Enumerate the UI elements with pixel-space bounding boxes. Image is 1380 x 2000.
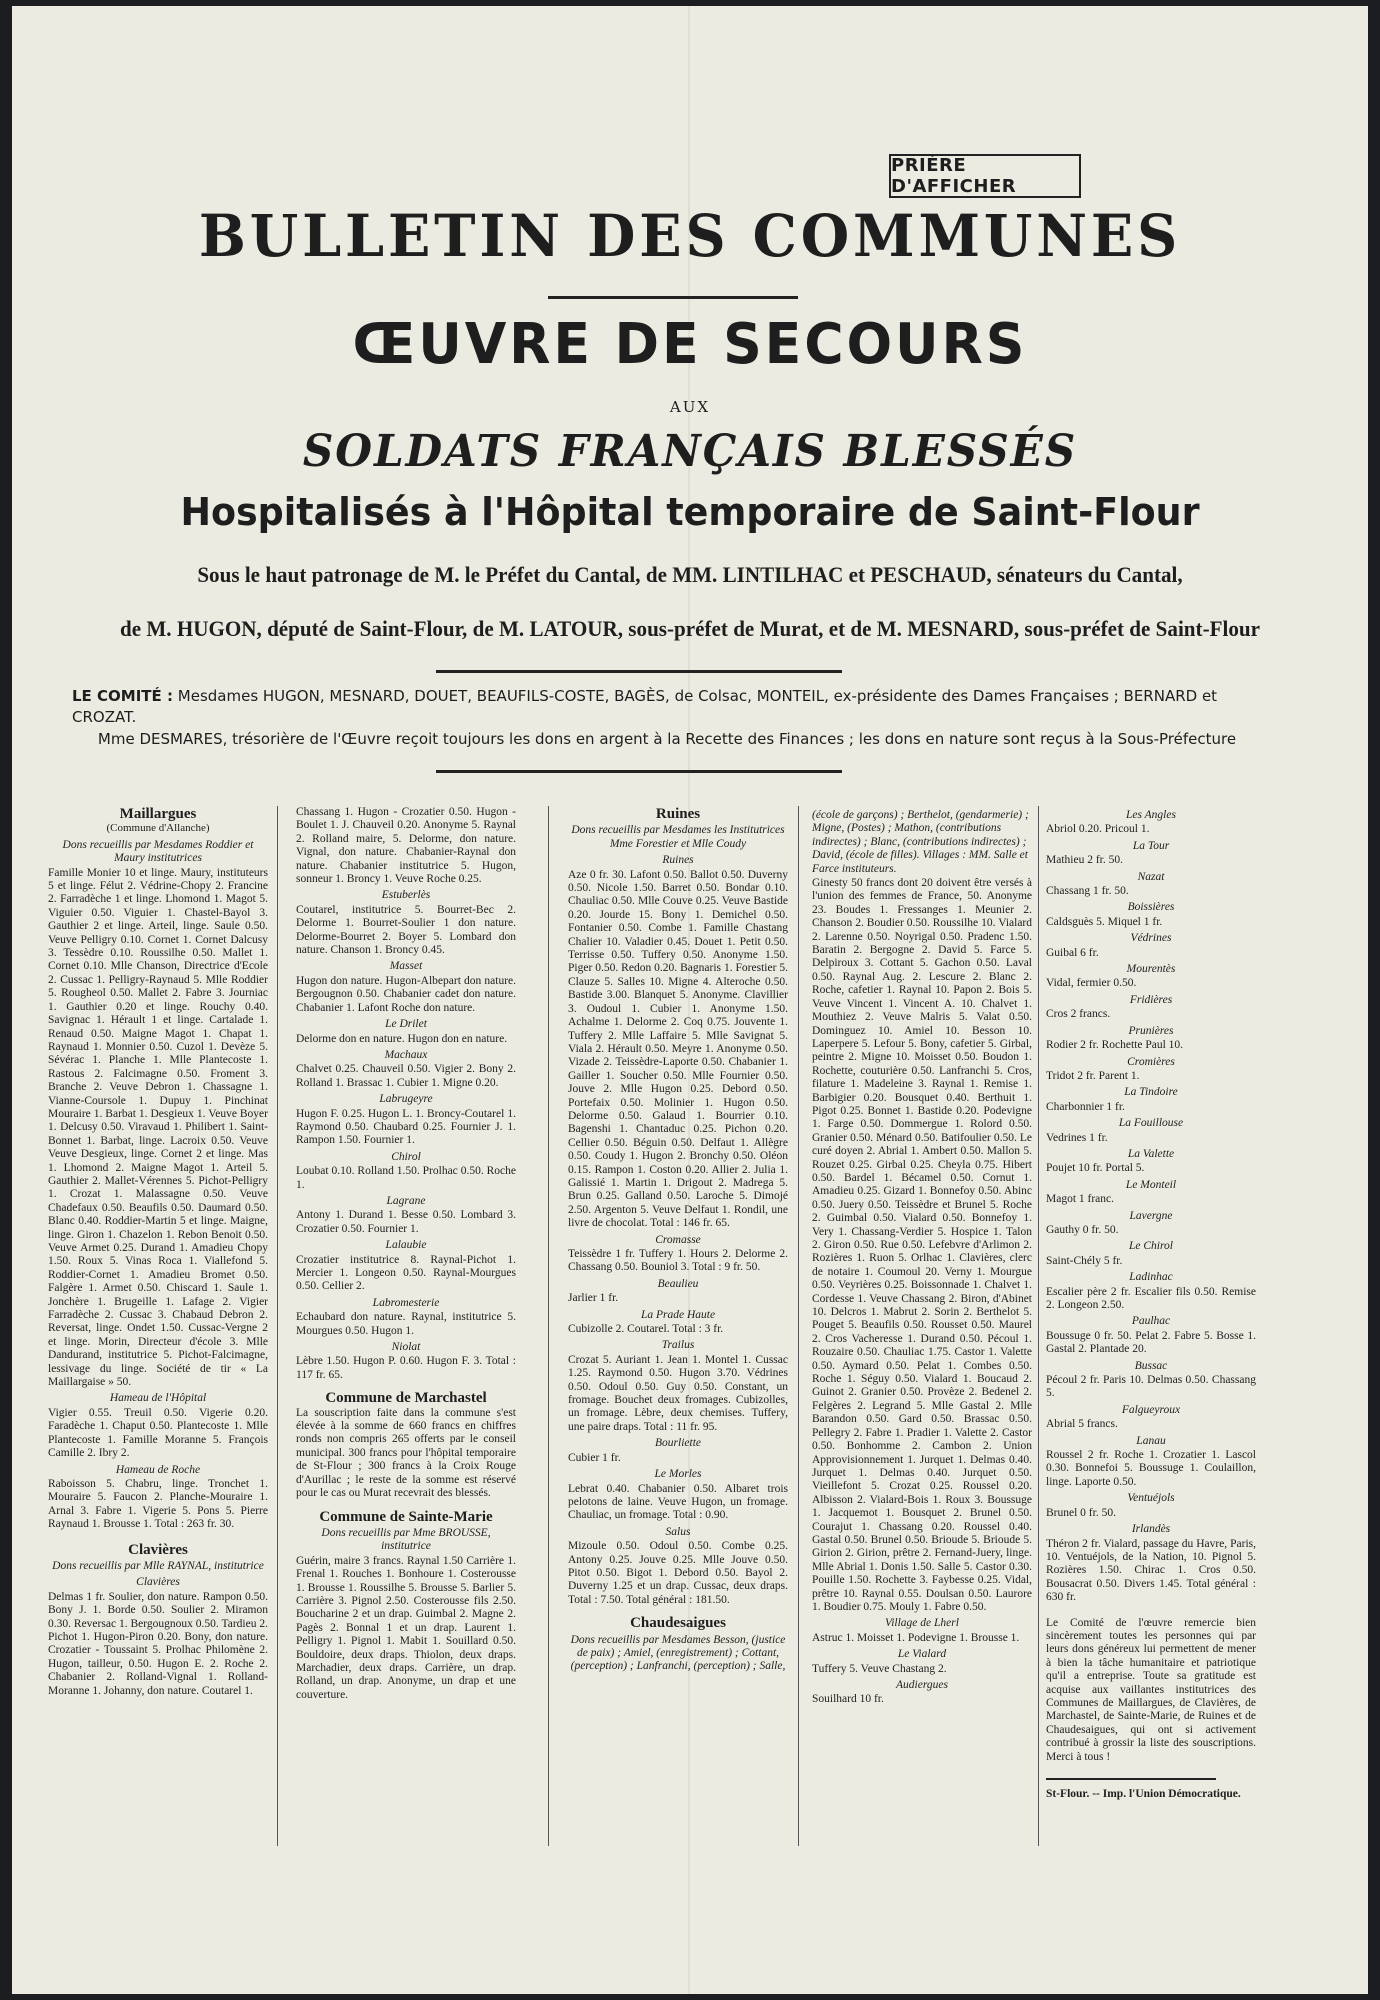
donors-text: Rodier 2 fr. Rochette Paul 10.: [1046, 1039, 1184, 1052]
donors-text: Jarlier 1 fr.: [568, 1292, 619, 1305]
hamlet-title: Le Vialard: [897, 1648, 947, 1661]
donors-text: Hugon don nature. Hugon-Albepart don nature. Bergougnon 0.50. Chabanier cadet don nature. Chabanier 1. Lafont Roche don nature.: [296, 974, 516, 1014]
column-1: [48, 806, 268, 1700]
hamlet-title: Bussac: [1134, 1359, 1168, 1372]
donors-text: Poujet 10 fr. Portal 5.: [1046, 1162, 1145, 1175]
donors-text: Echaubard don nature. Raynal, institutrice 5. Mourgues 0.50. Hugon 1.: [296, 1311, 516, 1337]
comite-rule: [436, 770, 842, 773]
aux-word: AUX: [669, 398, 711, 416]
hamlet-list: [1046, 809, 1256, 1605]
hamlet-title: Audiergues: [896, 1679, 948, 1691]
hamlet-title: Les Angles: [1126, 809, 1176, 821]
hamlet-title: Labrugeyre: [379, 1093, 433, 1106]
commune-title: Chaudesaigues: [630, 1615, 726, 1632]
hamlet-title: Mourentès: [1126, 963, 1176, 976]
donors-text: Famille Monier 10 et linge. Maury, instituteurs 5 et linge. Félut 2. Védrine-Chopy 2. Francine 2. Farradèche 1 et linge. Lhomond 1. Magot 5. Viguier 0.50. Viguier 1. Chastel-Bayol 3. Gauthier 2 et linge. Arteil, linge. Saule 0.50. Veuve Pelligry 0.10. Cornet 1. Cornet Dalcusy 3. Tessèdre 0.10. Roussilhe 0.50. Mallet 1. Cornet 0.10. Mlle Chanson, Directrice d'Ecole 2. Cussac 1. Pelligry-Raynaud 5. Mlle Roddier 5. Rougheol 0.50. Mallet 2. Fabre 3. Journiac 1. Gauthier 0.20 et linge. Rouchy 0.40. Savignac 1. Hérault 1 et linge. Cartalade 1. Renaud 0.50. Maigne Magot 1. Chapat 1. Raynaud 1. Monnier 0.50. Cuzol 1. Devèze 5. Sévérac 1. Planche 1. Mlle Plantecoste 1. Rastous 2. Falcimagne 0.50. Froment 3. Branche 2. Veuve Debron 1. Chassagne 1. Vianne-Coursole 1. Dupuy 1. Pinchinat Mouraire 1. Barbat 1. Desgieux 1. Veuve Boyer 1. Delcusy 0.50. Viravaud 1. Philibert 1. Saint-Bonnet 1. Barbat, linge. Lacroix 0.50. Veuve Veuve Desgieux, linge. Cornet 2 et linge. Mas 1. Lhomond 2. Maigne Magot 1. Arteil 5. Gauthier 2. Mallet-Vérennes 5. Pichot-Pelligry 1. Crozat 1. Malassagne 0.50. Veuve Chadefaux 0.50. Beaufils 0.50. Daumard 0.50. Blanc 0.40. Roddier-Martin 5 et linge. Maigne, linge. Giron 1. Chazelon 1. Rebon Benoit 0.50. Veuve Armet 0.25. Durand 1. Amadieu Chopy 1.50. Roux 5. Vinas Roca 1. Viallefond 5. Roddier-Cornet 1. Amadieu Bromet 0.50. Falgère 1. Armet 0.50. Chiscard 1. Saule 1. Jonchère 1. Brugeille 1. Lafage 2. Vigier Farradèche 2. Cussac 3. Chabaud Debron 2. Reversat, linge. Ondet 1.50. Cussac-Vergne 2 et linge. Morin, Directeur d'école 3. Mlle Dandurand, institutrice 5. Pichot-Falcimagne, lessivage du linge. Société de tir « La Maillargaise » 50.: [48, 866, 268, 1389]
hamlet-title: Le Morles: [654, 1468, 702, 1481]
donors-text: Antony 1. Durand 1. Besse 0.50. Lombard 3. Crozatier 0.50. Fournier 1.: [296, 1209, 516, 1235]
hamlet-title: Irlandès: [1131, 1523, 1171, 1536]
patronage-line-2: de M. HUGON, député de Saint-Flour, de M. LATOUR, sous-préfet de Murat, et de M. MESNARD, sous-préfet de Saint-Flour: [119, 616, 1261, 641]
hamlet-title: Falgueyroux: [1121, 1403, 1181, 1416]
donors-text: Loubat 0.10. Rolland 1.50. Prolhac 0.50. Roche 1.: [296, 1165, 516, 1191]
hamlet-title: Nazat: [1137, 870, 1165, 883]
donors-text: Vidal, fermier 0.50.: [1046, 977, 1137, 990]
donors-text: Escalier père 2 fr. Escalier fils 0.50. Remise 2. Longeon 2.50.: [1046, 1285, 1256, 1311]
comite-paragraph: [72, 686, 1262, 728]
collector-note: Dons recueillis par Mme BROUSSE, institutrice: [321, 1526, 491, 1553]
hamlet-title: Masset: [389, 960, 423, 973]
column-divider: [277, 806, 278, 1846]
hamlet-title: Chirol: [391, 1150, 421, 1163]
hamlet-title: Bourliette: [655, 1437, 701, 1450]
hamlet-title: Trailus: [661, 1339, 695, 1352]
remerciement-text: Le Comité de l'œuvre remercie bien sincèrement toutes les personnes qui par leurs dons généreux lui permettent de mener à bien la tâche humanitaire et patriotique qu'il a entreprise. Toute sa gratitude est acquise aux vaillantes institutrices des Communes de Maillargues, de Clavières, de Marchastel, de Sainte-Marie, de Ruines et de Chaudesaigues, qui ont si activement contribué à grossir la liste des souscriptions. Merci à tous !: [1046, 1616, 1256, 1763]
hamlet-title: Labromesterie: [372, 1296, 440, 1309]
donors-text: Cubizolle 2. Coutarel. Total : 3 fr.: [568, 1323, 724, 1336]
tresoriere-line: Mme DESMARES, trésorière de l'Œuvre reçoit toujours les dons en argent à la Recette des Finances ; les dons en nature sont reçus à la Sous-Préfecture: [97, 730, 1237, 748]
donors-text: Abriol 0.20. Pricoul 1.: [1046, 823, 1150, 836]
patronage-rule: [436, 670, 842, 673]
column-divider: [798, 806, 799, 1846]
title-rule: [548, 296, 798, 299]
donors-text: Vedrines 1 fr.: [1046, 1131, 1108, 1144]
donors-text: Souilhard 10 fr.: [812, 1693, 884, 1706]
hamlet-title: Clavières: [136, 1576, 180, 1589]
hamlet-title: Prunières: [1128, 1024, 1174, 1037]
donors-text: Vigier 0.55. Treuil 0.50. Vigerie 0.20. Faradèche 1. Chaput 0.50. Plantecoste 1. Mlle Plantecoste 1. Famille Moranne 5. François Camille 2. Ibry 2.: [48, 1406, 268, 1460]
hamlet-title: La Tindoire: [1124, 1086, 1178, 1099]
donors-text: Charbonnier 1 fr.: [1046, 1100, 1125, 1113]
hamlet-title: Hameau de l'Hôpital: [109, 1392, 207, 1405]
donors-text: Cros 2 francs.: [1046, 1008, 1111, 1021]
commune-title: Ruines: [655, 806, 701, 822]
patronage-line-1: Sous le haut patronage de M. le Préfet du Cantal, de MM. LINTILHAC et PESCHAUD, sénateurs du Cantal,: [197, 562, 1183, 587]
donors-text: La souscription faite dans la commune s'est élevée à la somme de 660 francs en chiffres ronds non compris 265 offerts par le conseil municipal. 300 francs pour l'hôpital temporaire de St-Flour ; 300 francs à la Croix Rouge d'Aurillac ; le reste de la somme est réservé pour le cas ou Murat recevrait des blessés.: [296, 1406, 516, 1500]
donors-text: Delmas 1 fr. Soulier, don nature. Rampon 0.50. Bony J. 1. Borde 0.50. Soulier 2. Miramon 0.30. Reversac 1. Bergougnoux 0.50. Tardieu 2. Pichot 1. Hugon-Piron 0.20. Bony, don nature. Crozatier - Toussaint 5. Prolhac Philomène 2. Hugon, tailleur, 0.50. Hugon E. 2. Roche 2. Chabanier 2. Rolland-Vignal 1. Rolland-Moranne 1. Johanny, don nature. Coutarel 1.: [48, 1590, 268, 1697]
donors-text: Chassang 1. Hugon - Crozatier 0.50. Hugon - Boulet 1. J. Chauveil 0.20. Anonyme 5. Raynal 2. Rolland maire, 5. Delorme, don nature. Vignal, don nature. Chabanier-Raynal don nature. Chabanier institutrice 5. Hugon, sonneur 1. Broncy 1. Veuve Roche 0.25.: [296, 806, 516, 886]
donors-text: Delorme don en nature. Hugon don en nature.: [296, 1032, 508, 1045]
hamlet-title: Le Drilet: [385, 1018, 427, 1031]
hamlet-title: Niolat: [391, 1341, 421, 1354]
hamlet-title: La Tour: [1132, 839, 1170, 852]
column-divider: [548, 806, 549, 1846]
donors-text: Mathieu 2 fr. 50.: [1046, 854, 1123, 867]
imprimeur-line: St-Flour. -- Imp. l'Union Démocratique.: [1046, 1788, 1241, 1800]
donors-text: Crozat 5. Auriant 1. Jean 1. Montel 1. Cussac 1.25. Raymond 0.50. Hugon 3.70. Védrines 0.50. Odoul 0.50. Guy 0.50. Constant, un fromage. Bouchet deux fromages. Cubizolles, un fromage. Lèbre, deux chemises. Tuffery, une paire draps. Total : 11 fr. 95.: [568, 1353, 788, 1433]
commune-title: Clavières: [128, 1541, 188, 1558]
donors-text: Hugon F. 0.25. Hugon L. 1. Broncy-Coutarel 1. Raymond 0.50. Chaubard 0.25. Fournier J. 1. Rampon 1.50. Fournier 1.: [296, 1107, 516, 1147]
donors-text: Raboisson 5. Chabru, linge. Tronchet 1. Mouraire 5. Faucon 2. Planche-Mouraire 1. Arnal 3. Fabre 1. Vigerie 5. Pons 5. Pierre Raynaud 1. Brousse 1. Total : 263 fr. 30.: [48, 1477, 268, 1531]
bulletin-title: BULLETIN DES COMMUNES: [198, 202, 1182, 270]
hamlet-title: Boissières: [1127, 901, 1175, 914]
footer-rule: [1046, 1778, 1216, 1780]
soldats-title: SOLDATS FRANÇAIS BLESSÉS: [302, 426, 1078, 477]
column-3: [568, 806, 788, 1675]
column-2: [296, 806, 516, 1704]
donors-text: Lèbre 1.50. Hugon P. 0.60. Hugon F. 3. Total : 117 fr. 65.: [296, 1355, 516, 1381]
commune-title: Maillargues: [119, 806, 197, 822]
hamlet-title: La Valette: [1127, 1147, 1175, 1160]
donors-text: Tuffery 5. Veuve Chastang 2.: [812, 1662, 947, 1675]
donors-text: Coutarel, institutrice 5. Bourret-Bec 2. Delorme 1. Bourret-Soulier 1 don nature. Delorme-Bourret 2. Boyer 5. Lombard don nature. Chanson 1. Broncy 0.45.: [296, 903, 516, 957]
donors-text: Chalvet 0.25. Chauveil 0.50. Vigier 2. Bony 2. Rolland 1. Brassac 1. Cubier 1. Migne 0.20.: [296, 1063, 516, 1089]
hamlet-title: Ladinhac: [1129, 1271, 1173, 1284]
donors-text: Crozatier institutrice 8. Raynal-Pichot 1. Mercier 1. Longeon 0.50. Raynal-Mourgues 0.50. Cellier 2.: [296, 1253, 516, 1293]
collector-note: Dons recueillis par Mesdames les Institutrices Mme Forestier et Mlle Coudy: [571, 824, 785, 850]
column-4: [812, 806, 1032, 1709]
donors-text: Mizoule 0.50. Odoul 0.50. Combe 0.25. Antony 0.25. Jouve 0.25. Mlle Jouve 0.50. Pitot 0.50. Bigot 1. Debord 0.50. Bayol 2. Duverny 1.25 et un drap. Cussac, deux draps. Total : 7.50. Total général : 181.50.: [568, 1540, 788, 1606]
hamlet-title: Lanau: [1136, 1434, 1166, 1447]
donors-text: Ginesty 50 francs dont 20 doivent être versés à l'union des femmes de France, 50. Anonyme 23. Boudes 1. Fressanges 1. Meunier 2. Chanson 2. Boudier 0.50. Roussilhe 10. Vialard 2. Larenne 0.50. Noyrigal 0.50. Pradenc 1.50. Baratin 2. Bergogne 2. David 5. Farce 5. Delpiroux 3. Cottant 5. Gachon 0.50. Laval 0.50. Raynal Aug. 2. Lescure 2. Blanc 2. Roche, cafetier 1. Raynal 10. Papon 2. Bois 5. Veuve Vincent 1. Vincent A. 10. Chalvet 1. Mouthiez 2. Veuve Malris 5. Valat 0.50. Dominguez 10. Amiel 10. Besson 10. Laperpere 5. Lefour 5. Bony, cafetier 5. Girbal, peintre 2. Migne 10. Moisset 0.50. Boudon 1. Rochette, couturière 0.50. Lanfranchi 5. Cros, filature 1. Madeleine 3. Raynal 1. Remise 1. Barbigier 0.20. Bousquet 0.40. Berthuit 1. Pigot 0.25. Bonnet 1. Bastide 0.20. Podevigne 1. Farge 0.50. Dommergue 1. Rolord 0.50. Granier 0.50. Ménard 0.50. Batifoulier 0.50. Le curé doyen 2. Abrial 1. Ambert 0.50. Mallon 5. Rouzet 0.25. Girbal 0.25. Cheyla 0.75. Hibert 0.50. Bardel 1. Bécamel 0.50. Cornut 1. Amadieu 0.25. Gizard 1. Bonnefoy 0.50. Abinc 0.50. Juery 0.50. Teissèdre et Brunel 5. Roche 2. Guimbal 0.50. Vialard 0.50. Bonnefoy 1. Very 1. Chassang-Verdier 5. Hospice 1. Talon 2. Giron 0.50. Rue 0.50. Lefebvre d'Arlimon 2. Rozières 1. Ruon 5. Orlhac 1. Clavières, clerc de notaire 1. Coumoul 20. Verny 1. Mourgue 0.50. Veyrières 0.25. Boissonnade 1. Chalvet 1. Cordesse 1. Veuve Chassang 2. Biron, d'Abinet 10. Delcros 1. Mabrut 2. Sorin 2. Berthelot 5. Pouget 5. Beaufils 0.50. Rousset 0.50. Maurel 2. Cros Vacheresse 1. Durand 0.50. Pécoul 1. Rouzaire 0.50. Chauliac 1.75. Castor 1. Valette 0.50. Aymard 0.50. Pelat 1. Combes 0.50. Roche 1. Séguy 0.50. Vialard 1. Boucaud 2. Guinot 2. Granier 0.50. Provèze 2. Bedenel 2. Felgères 2. Legrand 5. Mlle Gastal 2. Mlle Barandon 0.50. Gard 0.50. Brassac 0.50. Pellegry 2. Fabre 1. Pradier 1. Valette 2. Castor 0.50. Bonhomme 2. Cambon 2. Union Approvisionnement 1. Jurquet 1. Delmas 0.40. Jurquet 1. Delmas 0.40. Jurquet 0.50. Vieillefont 5. Crozat 0.25. Roussel 0.20. Albisson 2. Vialard-Bois 1. Roux 3. Boussuge 1. Jacquemot 1. Bousquet 2. Brunel 0.50. Courajut 1. Chassang 0.20. Roussel 0.40. Gastal 0.50. Brunel 0.50. Brioude 5. Brioude 5. Girion 2. Girion, prêtre 2. Fernand-Juery, linge. Mlle Abrial 1. Donis 1.50. Salle 5. Castor 0.30. Pouille 1.50. Rochette 3. Faybesse 0.25. Vidal, prêtre 10. Raynal 0.55. Doulsan 0.50. Laurore 1. Boudier 0.75. Mouly 1. Fabre 0.50.: [812, 877, 1032, 1613]
hamlet-title: Hameau de Roche: [115, 1463, 201, 1476]
hamlet-title: Lavergne: [1129, 1209, 1173, 1222]
hamlet-title: Ventuéjols: [1127, 1492, 1175, 1505]
column-divider: [1038, 806, 1039, 1846]
donors-text: Astruc 1. Moisset 1. Podevigne 1. Brousse 1.: [812, 1631, 1020, 1644]
hamlet-title: Védrines: [1130, 932, 1172, 945]
hamlet-title: Machaux: [384, 1048, 428, 1061]
hospitalises-subtitle: Hospitalisés à l'Hôpital temporaire de Saint-Flour: [180, 490, 1200, 534]
donors-text: Aze 0 fr. 30. Lafont 0.50. Ballot 0.50. Duverny 0.50. Nicole 1.50. Barret 0.50. Bondar 0.10. Chauliac 0.50. Mlle Couve 0.25. Veuve Bastide 0.20. Jourde 15. Bony 1. Demichel 0.50. Fontanier 0.50. Combe 1. Famille Chastang Chalier 10. Valadier 0.45. Douet 1. Petit 0.50. Terrisse 0.50. Tuffery 0.50. Anonyme 1.50. Piger 0.50. Redon 0.20. Bagnaris 1. Forestier 5. Clauze 5. Salles 10. Migne 4. Alteroche 0.50. Bastide 3.00. Blanquet 5. Anonyme. Clavillier 3. Oudoul 1. Cubier 1. Anonyme 1.50. Achalme 1. Delorme 2. Coq 0.75. Jouvente 1. Tuffery 2. Mlle Laffaire 5. Mlle Savignat 5. Viala 2. Hérault 0.50. Meyre 1. Anonyme 0.50. Vizade 2. Teissèdre-Laporte 0.50. Chabanier 1. Gailler 1. Soucher 0.50. Mlle Fournier 0.50. Jouve 2. Mlle Hugon 0.25. Debord 0.50. Portefaix 0.50. Molinier 1. Hugon 0.50. Delorme 0.50. Galaud 1. Bourrier 0.10. Bagenshi 1. Chantaduc 0.25. Pichon 0.20. Cellier 0.50. Béguin 0.50. Delfaut 1. Allègre 0.50. Coudy 1. Hugon 2. Bronchy 0.50. Oléon 0.15. Rampon 1. Coston 0.20. Allier 2. Julia 1. Galissié 1. Martin 1. Drigout 2. Madrega 5. Brun 0.25. Galland 0.50. Laroche 5. Dimojé 2.50. Argenton 5. Veuve Delfaut 1. Rondil, une livre de chocolat. Total : 146 fr. 65.: [568, 868, 788, 1230]
hamlet-title: Village de Lherl: [885, 1617, 959, 1630]
priere-afficher-box: PRIÈRE D'AFFICHER: [889, 154, 1081, 198]
donors-text: Théron 2 fr. Vialard, passage du Havre, Paris, 10. Ventuéjols, de la Nation, 10. Pignol 5. Rozières 1.50. Chirac 1. Cros 0.50. Bousacrat 0.50. Divers 1.45. Total général : 630 fr.: [1046, 1537, 1256, 1604]
donors-text: Abrial 5 francs.: [1046, 1418, 1118, 1431]
hamlet-title: Salus: [665, 1525, 691, 1538]
donors-text: Guibal 6 fr.: [1046, 946, 1099, 959]
hamlet-title: Lagrane: [386, 1194, 426, 1207]
hamlet-title: La Fouillouse: [1118, 1117, 1184, 1130]
oeuvre-title: ŒUVRE DE SECOURS: [352, 312, 1028, 377]
collector-note: Dons recueillis par Mesdames Roddier et Maury institutrices: [62, 838, 254, 865]
donors-text: Pécoul 2 fr. Paris 10. Delmas 0.50. Chassang 5.: [1046, 1374, 1256, 1400]
donors-text: Tridot 2 fr. Parent 1.: [1046, 1069, 1140, 1082]
hamlet-title: Cromières: [1127, 1055, 1175, 1068]
donors-text: Magot 1 franc.: [1046, 1193, 1115, 1206]
hamlet-title: La Prade Haute: [640, 1308, 716, 1321]
hamlet-title: Lalaubie: [385, 1239, 427, 1252]
hamlet-title: Paulhac: [1131, 1315, 1171, 1328]
bulletin-poster: [12, 6, 1368, 1994]
hamlet-title: Beaulieu: [657, 1277, 699, 1290]
donors-text: Chassang 1 fr. 50.: [1046, 885, 1129, 898]
collector-note: Dons recueillis par Mlle RAYNAL, institutrice: [52, 1559, 264, 1572]
donors-text: Saint-Chély 5 fr.: [1046, 1254, 1123, 1267]
donors-text: Lebrat 0.40. Chabanier 0.50. Albaret trois pelotons de laine. Veuve Hugon, un fromage. Chauliac, un fromage. Total : 0.90.: [568, 1482, 788, 1522]
collector-note: Dons recueillis par Mesdames Besson, (justice de paix) ; Amiel, (enregistrement) ; Cottant, (perception) ; Lanfranchi, (perception) ; Salle,: [570, 1633, 786, 1673]
donors-text: Teissèdre 1 fr. Tuffery 1. Hours 2. Delorme 2. Chassang 0.50. Bouniol 3. Total : 9 fr. 50.: [568, 1248, 788, 1274]
commune-title: Commune de Sainte-Marie: [319, 1508, 493, 1525]
donors-text: Roussel 2 fr. Roche 1. Crozatier 1. Lascol 0.30. Bonnefoi 5. Boussuge 1. Coulaillon, linge. Laporte 0.50.: [1046, 1449, 1256, 1488]
hamlet-title: Ruines: [662, 854, 694, 867]
donors-text: Brunel 0 fr. 50.: [1046, 1506, 1116, 1519]
comite-text: Mesdames HUGON, MESNARD, DOUET, BEAUFILS-COSTE, BAGÈS, de Colsac, MONTEIL, ex-présidente des Dames Françaises ; BERNARD et CROZAT.: [72, 687, 1218, 726]
donors-text: Guérin, maire 3 francs. Raynal 1.50 Carrière 1. Frenal 1. Rouches 1. Bonhoure 1. Costerousse 1. Brousse 1. Roussilhe 5. Brousse 5. Barlier 5. Carrière 3. Pignol 2.50. Costerousse fils 2.50. Boucharine 2 et un drap. Guimbal 2. Magne 2. Pagès 2. Bonnal 1 et un drap. Laurent 1. Pelligry 1. Pignol 1. Mabit 1. Souillard 0.50. Bouldoire, deux draps. Thiolon, deux draps. Marchadier, deux draps. Carrière, un drap. Rolland, un drap. Anonyme, un drap et une couverture.: [296, 1554, 516, 1701]
donors-text: Boussuge 0 fr. 50. Pelat 2. Fabre 5. Bosse 1. Gastal 2. Plantade 20.: [1046, 1329, 1256, 1356]
column-5: [1046, 806, 1256, 1803]
commune-title: Commune de Marchastel: [325, 1390, 487, 1407]
donors-text: Gauthy 0 fr. 50.: [1046, 1223, 1119, 1236]
donors-text: Cubier 1 fr.: [568, 1451, 621, 1464]
collector-note: (école de garçons) ; Berthelot, (gendarmerie) ; Migne, (Postes) ; Mathon, (contributions indirectes) ; Blanc, (contributions indirectes) ; David, (école de filles). Villages : MM. Salle et Farce instituteurs.: [812, 809, 1029, 875]
hamlet-title: Le Monteil: [1125, 1178, 1177, 1191]
commune-subtitle: (Commune d'Allanche): [106, 822, 210, 835]
hamlet-title: Estuberlès: [381, 889, 431, 902]
comite-label: LE COMITÉ :: [72, 687, 173, 705]
hamlet-title: Fridières: [1129, 993, 1173, 1006]
donors-text: Caldsguès 5. Miquel 1 fr.: [1046, 915, 1163, 928]
hamlet-title: Le Chirol: [1129, 1240, 1173, 1253]
hamlet-title: Cromasse: [655, 1233, 701, 1246]
